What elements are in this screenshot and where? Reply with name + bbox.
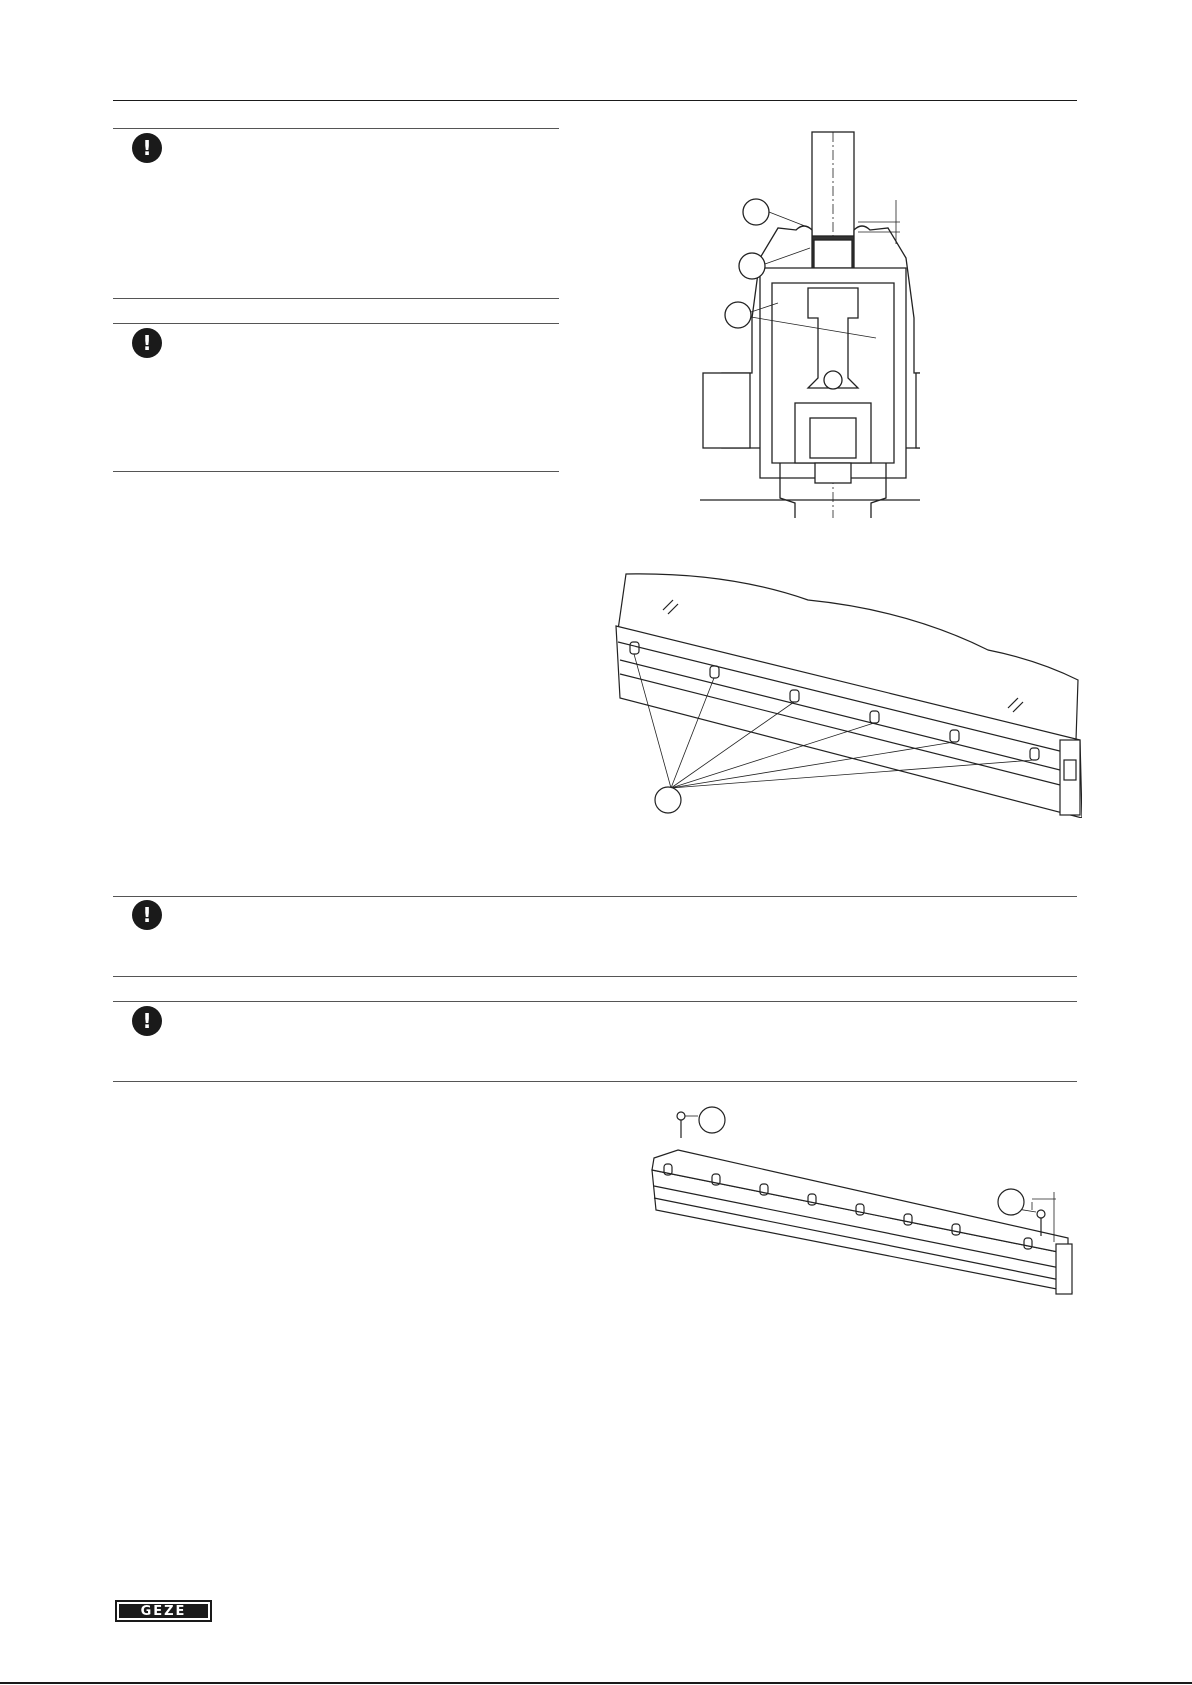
exclamation-icon — [132, 1006, 162, 1036]
callout-a-circle — [743, 199, 769, 225]
callout-screw-b-circle — [998, 1189, 1024, 1215]
geze-logo — [115, 1600, 212, 1622]
glass-panel-clamping-figure — [608, 570, 1082, 818]
exclamation-icon — [132, 328, 162, 358]
callout-screw-a-circle — [699, 1107, 725, 1133]
exclamation-icon — [132, 900, 162, 930]
notice-3-top-rule — [113, 896, 1077, 897]
notice-4-top-rule — [113, 1001, 1077, 1002]
header-rule — [113, 100, 1077, 101]
callout-b-circle — [739, 253, 765, 279]
callout-clamp-circle — [655, 787, 681, 813]
callout-c-circle — [725, 302, 751, 328]
exclamation-icon — [132, 133, 162, 163]
notice-2-top-rule — [113, 323, 559, 324]
notice-1-bottom-rule — [113, 298, 559, 299]
notice-4-bottom-rule — [113, 1081, 1077, 1082]
geze-logo-text: GEZE — [119, 1604, 208, 1618]
notice-2-symbol: ! — [142, 331, 152, 355]
page-bottom-rule — [0, 1682, 1192, 1684]
notice-3-bottom-rule — [113, 976, 1077, 977]
notice-1-symbol: ! — [142, 136, 152, 160]
rail-end-screws-figure — [648, 1102, 1080, 1298]
profile-cross-section-figure — [700, 118, 920, 518]
notice-2-bottom-rule — [113, 471, 559, 472]
notice-1-top-rule — [113, 128, 559, 129]
notice-3-symbol: ! — [142, 903, 152, 927]
notice-4-symbol: ! — [142, 1009, 152, 1033]
